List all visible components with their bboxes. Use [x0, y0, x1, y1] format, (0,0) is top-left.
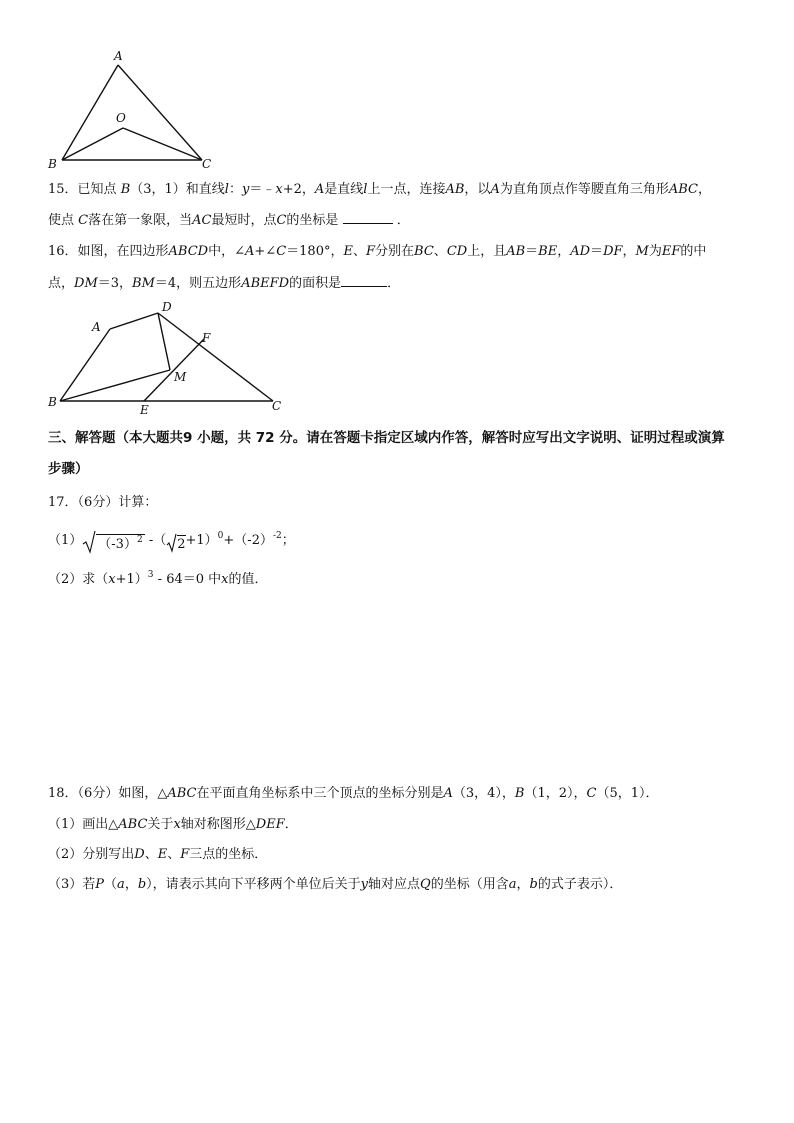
fig2-label-f: F: [202, 331, 211, 345]
fig2-label-e: E: [140, 403, 149, 417]
q18-part-1: （1）画出△ABC关于x轴对称图形△DEF．: [48, 817, 298, 832]
fig1-label-b: B: [48, 157, 57, 171]
sqrt-expression: $(-3)^2$: [82, 530, 144, 554]
q16-line-2: 点，DM＝3，BM＝4，则五边形ABEFD的面积是 ．: [48, 276, 401, 291]
q18-line-1: 18．（6分）如图，△ABC在平面直角坐标系中三个顶点的坐标分别是A（3，4），B（1，2），C（5，1）．: [48, 786, 659, 801]
quadrilateral-figure-abcd: [40, 298, 300, 420]
q16-answer-blank[interactable]: [341, 274, 387, 287]
fig2-label-d: D: [162, 300, 172, 314]
q16-line-1: 16．如图，在四边形ABCD中，∠A+∠C＝180°，E、F分别在BC、CD上，且AB＝BE，AD＝DF，M为EF的中: [48, 244, 707, 259]
q18-part-3: （3）若P（a，b），请表示其向下平移两个单位后关于y轴对应点Q的坐标（用含a，b的式子表示）．: [48, 877, 623, 892]
fig1-label-o: O: [116, 111, 126, 125]
fig1-label-a: A: [114, 49, 123, 63]
radical-sign-icon: [82, 530, 96, 554]
q17-title: 17．（6分）计算：: [48, 495, 158, 510]
radical-sign-icon: [166, 533, 177, 553]
q17-part-2: （2）求$(x+1)^3 - 64=0$ 中x的值．: [48, 570, 268, 587]
fig1-label-c: C: [202, 157, 212, 171]
q15-line-2: 使点 C落在第一象限，当AC最短时，点C的坐标是 ．: [48, 213, 410, 228]
section-3-heading-cont: 步骤）: [48, 461, 89, 477]
triangle-figure-abc-o: [40, 48, 230, 174]
q18-part-2: （2）分别写出D、E、F三点的坐标．: [48, 847, 268, 862]
fig2-label-c: C: [272, 399, 282, 413]
fig2-label-a: A: [92, 320, 101, 334]
q17-part-1: （1） $(-3)^2$ -（ $2+1)^0+(-2)^{-2}$；: [48, 531, 295, 552]
q15-answer-blank[interactable]: [343, 211, 393, 224]
fig2-label-b: B: [48, 395, 57, 409]
fig2-label-m: M: [174, 370, 187, 384]
q15-line-1: 15．已知点 B（3，1）和直线l：y＝﹣x+2，A是直线l上一点，连接AB，以A为直角顶点作等腰直角三角形ABC，: [48, 182, 711, 197]
sqrt-two: 2: [166, 533, 185, 554]
section-3-heading: 三、解答题（本大题共9 小题，共 72 分。请在答题卡指定区域内作答，解答时应写出文字说明、证明过程或演算: [48, 430, 725, 446]
